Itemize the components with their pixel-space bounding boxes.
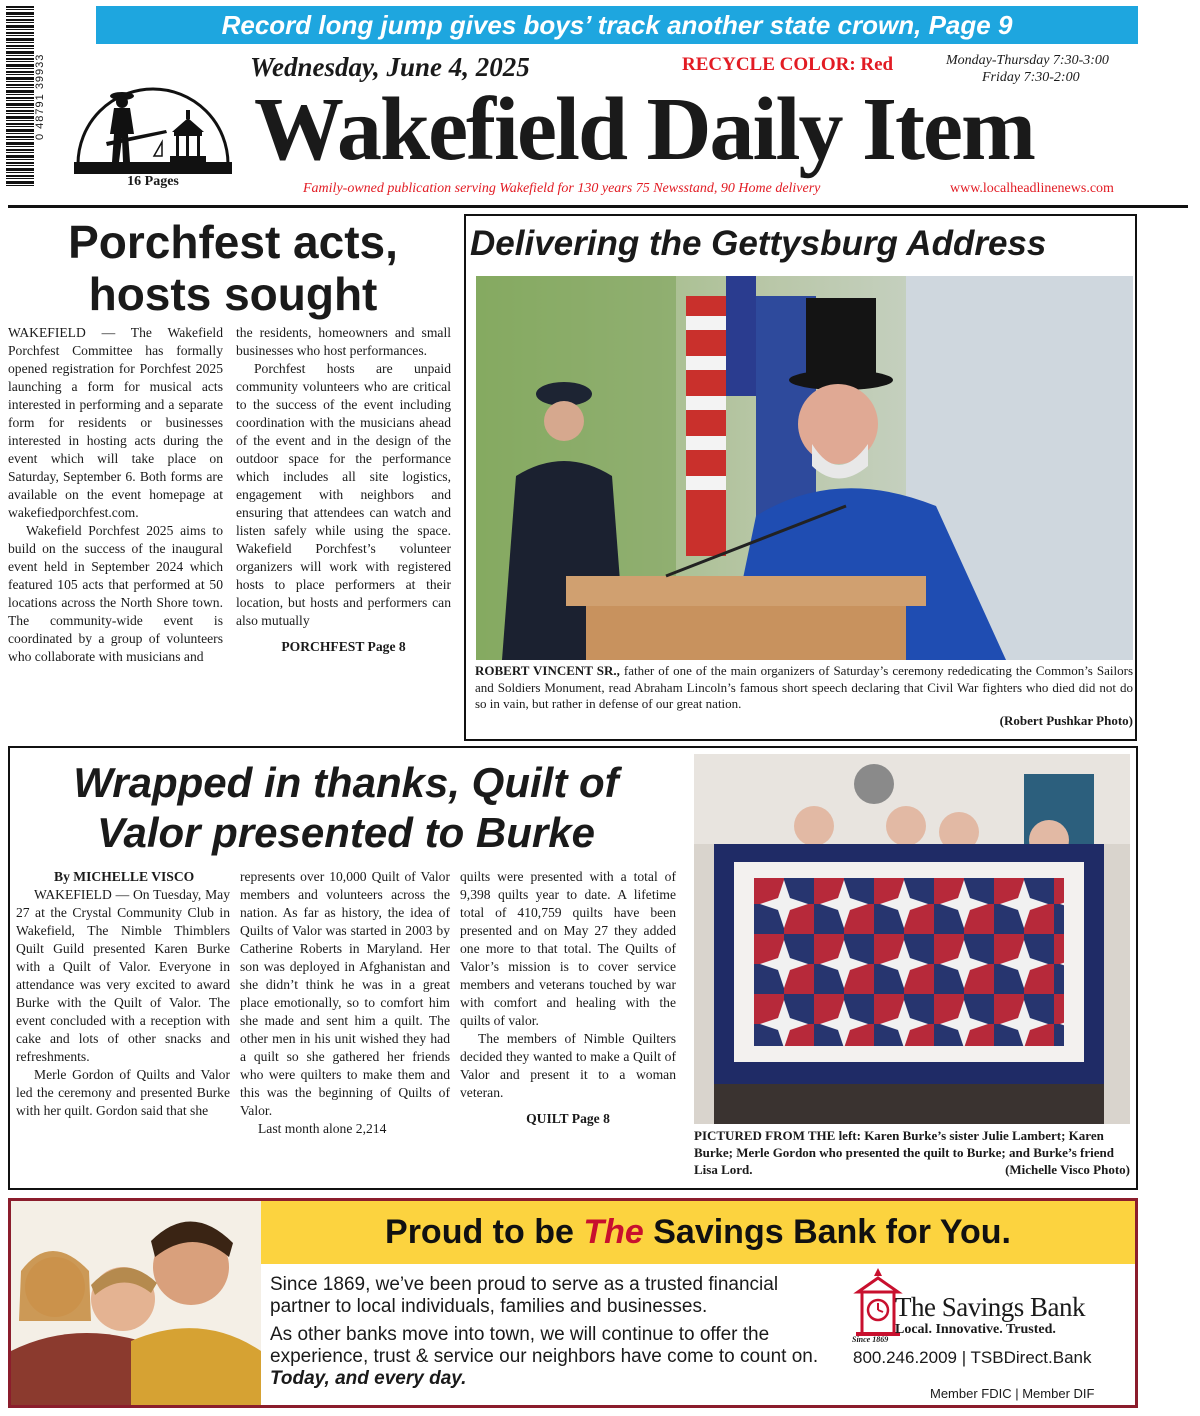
- quilt-paragraph: Last month alone 2,214: [258, 1121, 387, 1136]
- masthead-rule: [8, 205, 1188, 208]
- quilt-column-1: [16, 868, 230, 1120]
- ad-headline: [261, 1201, 1135, 1264]
- quilt-jump-link[interactable]: QUILT Page 8: [526, 1111, 610, 1126]
- barcode-bars: [6, 6, 34, 188]
- quilt-paragraph: WAKEFIELD — On Tuesday, May 27 at the Crystal Community Club in Wakefield, The Nimble Thimblers Quilt Guild presented Karen Burke with a Quilt of Valor. Everyone in attendance was very excited to award Burke with the Quilt of Valor. The event concluded with a reception with cake and lots of other snacks and refreshments.: [16, 887, 230, 1064]
- quilt-photo: [694, 754, 1130, 1124]
- top-banner[interactable]: Record long jump gives boys’ track another state crown, Page 9: [96, 6, 1138, 44]
- quilt-column-2: [240, 868, 450, 1138]
- quilt-photo-image: [694, 754, 1130, 1124]
- hours-weekday: Monday-Thursday 7:30-3:00: [946, 53, 1109, 68]
- bank-name: The Savings Bank: [895, 1292, 1085, 1322]
- minuteman-logo-icon: [70, 72, 236, 178]
- ad-headline-pre: Proud to be: [385, 1213, 584, 1251]
- ad-headline-post: Savings Bank for You.: [643, 1213, 1011, 1251]
- quilt-photo-credit: (Michelle Visco Photo): [1005, 1162, 1130, 1177]
- porchfest-paragraph: WAKEFIELD — The Wakefield Porchfest Committee has formally opened registration for Porchfest 2025 launching a form for musical acts interested in performing and a separate form for residents or businesses interested in hosting acts during the event which will take place on Saturday, September 6. Both forms are available on the event homepage at wakefiedporchfest.com.: [8, 325, 223, 520]
- porchfest-column-2: [236, 324, 451, 656]
- caption-text: father of one of the main organizers of Saturday’s ceremony rededicating the Common’s Sailors and Soldiers Monument, read Abraham Lincoln’s famous short speech declaring that Civil War fighters who died did not do so in vain, but rather in defense of our great nation.: [475, 663, 1134, 711]
- gettysburg-caption: [475, 663, 1133, 729]
- quilt-paragraph: Merle Gordon of Quilts and Valor led the ceremony and presented Burke with her quilt. Gordon said that she: [16, 1067, 230, 1118]
- quilt-caption-text: PICTURED FROM THE left: Karen Burke’s sister Julie Lambert; Karen Burke; Merle Gordon who presented the quilt to Burke; and Burke’s friend Lisa Lord.: [694, 1128, 1114, 1177]
- issue-date: Wednesday, June 4, 2025: [250, 52, 530, 82]
- quilt-column-3: [460, 868, 676, 1128]
- ad-paragraph-text: As other banks move into town, we will continue to offer the experience, trust & service our neighbors have come to count on.: [270, 1324, 819, 1367]
- porchfest-jump-link[interactable]: PORCHFEST Page 8: [281, 639, 406, 654]
- hours-friday: Friday 7:30-2:00: [982, 70, 1080, 85]
- ad-family-photo: [11, 1201, 261, 1405]
- tagline: Family-owned publication serving Wakefield for 130 years 75 Newsstand, 90 Home delivery: [303, 181, 821, 196]
- gettysburg-photo-image: [476, 276, 1133, 660]
- bank-member: Member FDIC | Member DIF: [930, 1386, 1095, 1401]
- bank-motto: Local. Innovative. Trusted.: [895, 1322, 1056, 1337]
- newspaper-title: Wakefield Daily Item: [254, 80, 1034, 179]
- minuteman-logo: [70, 72, 236, 190]
- barcode-digits: 0 48791 39933: [34, 53, 46, 141]
- porchfest-paragraph: Wakefield Porchfest 2025 aims to build on the success of the inaugural event held in September 2024 which featured 105 acts that performed at 50 locations across the North Shore town. The community-wide event is coordinated by a group of volunteers who collaborate with musicians and: [8, 523, 223, 664]
- page-count: 16 Pages: [127, 174, 179, 189]
- porchfest-column-1: [8, 324, 223, 666]
- quilt-paragraph: The members of Nimble Quilters decided they wanted to make a Quilt of Valor and present it to a woman veteran.: [460, 1031, 676, 1100]
- ad-headline-the: The: [583, 1213, 644, 1251]
- quilt-headline[interactable]: Wrapped in thanks, Quilt of Valor presented to Burke: [73, 759, 619, 856]
- bank-since: Since 1869: [852, 1335, 889, 1344]
- gettysburg-headline[interactable]: Delivering the Gettysburg Address: [470, 224, 1047, 263]
- porchfest-headline[interactable]: Porchfest acts, hosts sought: [68, 216, 398, 320]
- ad-paragraph: Since 1869, we’ve been proud to serve as a trusted financial partner to local individuals, families and businesses.: [270, 1274, 779, 1317]
- ad-paragraph: [270, 1324, 830, 1390]
- bank-contact[interactable]: 800.246.2009 | TSBDirect.Bank: [853, 1348, 1092, 1367]
- photo-credit: (Robert Pushkar Photo): [999, 712, 1133, 728]
- quilt-byline: By MICHELLE VISCO: [54, 869, 195, 884]
- gettysburg-photo: [476, 276, 1133, 660]
- ad-body: [270, 1274, 830, 1390]
- quilt-paragraph: quilts were presented with a total of 9,398 quilts year to date. A lifetime total of 410,759 quilts have been presented and on May 27 they added one more to that total. The Quilts of Valor’s mission is to cover service members and veterans touched by war with comfort and healing with the quilts of valor.: [460, 869, 676, 1028]
- quilt-paragraph: represents over 10,000 Quilt of Valor members and volunteers across the nation. As far as history, the idea of Quilts of Valor was started in 2003 by Catherine Roberts in Maryland. Her son was deployed in Afghanistan and she didn’t think he was in a great place emotionally, so to comfort him she made and sent him a quilt. The other men in his unit wished they had a quilt so she gathered her friends who were quilters to make them and this was the beginning of Quilts of Valor.: [240, 869, 450, 1118]
- ad-family-photo-image: [11, 1201, 261, 1405]
- barcode: [6, 6, 50, 188]
- quilt-caption: [694, 1127, 1130, 1178]
- recycle-color: RECYCLE COLOR: Red: [682, 54, 894, 75]
- caption-lead: ROBERT VINCENT SR.,: [475, 663, 620, 678]
- website-link[interactable]: www.localheadlinenews.com: [950, 181, 1114, 196]
- ad-emphasis: Today, and every day.: [270, 1368, 467, 1389]
- porchfest-paragraph: Porchfest hosts are unpaid community volunteers who are critical to the success of the event including coordination with the musicians ahead of the event and in the design of the outdoor space for the performance which includes all site logistics, engagement with neighbors and ensuring that attendees can watch and listen safely while using the space. Wakefield Porchfest’s volunteer organizers will work with registered hosts to place performers at their location, but hosts and performers can also mutually: [236, 361, 451, 628]
- porchfest-paragraph: the residents, homeowners and small businesses who host performances.: [236, 325, 451, 358]
